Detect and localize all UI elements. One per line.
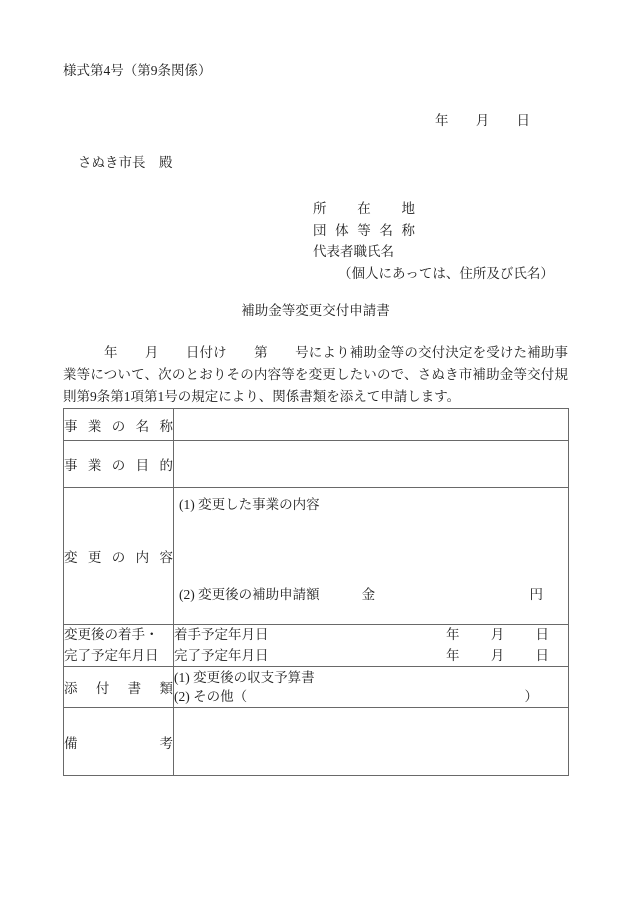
form-number: 様式第4号（第9条関係） [63,63,212,78]
amount-line [179,583,560,603]
location-label: 所 在 地 [313,201,415,216]
amount-unit: 円 [529,587,543,602]
end-date-line [174,646,568,667]
addressee: さぬき市長 殿 [78,155,173,170]
attachment-item-1: (1) 変更後の収支予算書 [174,669,315,685]
attachments-row [64,667,569,708]
change-details-label-cell [64,488,174,625]
attachment-other-label: (2) その他（ [174,689,248,704]
change-details-value-cell [174,488,569,625]
individual-note: （個人にあっては、住所及び氏名） [338,265,554,281]
schedule-label-line1: 変更後の着手・ [64,627,159,642]
project-purpose-label: 事 業 の 目 的 [64,458,173,473]
end-date-label: 完了予定年月日 [174,647,269,663]
changed-project-item: (1) 変更した事業の内容 [179,497,320,512]
project-purpose-value-cell [174,441,569,488]
body-line: 年 月 日付け 第 号により補助金等の交付決定を受けた補助事 [63,345,568,360]
attachments-label-cell [64,667,174,708]
end-day-label: 日 [535,647,549,663]
attachment-item-2 [174,687,568,707]
project-name-value-cell [174,409,569,441]
project-name-label-cell [64,409,174,441]
representative-label: 代表者職氏名 [313,244,394,259]
schedule-row [64,625,569,667]
applicant-organization-row [313,220,568,242]
issue-date-group [435,109,530,129]
project-name-row [64,409,569,441]
end-year-label: 年 [446,647,460,663]
attachment-other-close-paren: ） [524,689,538,704]
attachments-label: 添 付 書 類 [64,681,173,696]
start-year-label: 年 [446,627,460,642]
change-details-label: 変 更 の 内 容 [64,550,173,565]
amount-prefix: 金 [361,587,376,602]
organization-label: 団 体 等 名 称 [313,222,415,238]
project-purpose-label-cell [64,441,174,488]
change-details-row [64,488,569,625]
change-details-content [174,488,568,623]
document-title: 補助金等変更交付申請書 [241,303,390,318]
application-table [63,408,569,776]
issue-date-line [63,109,568,129]
remarks-row [64,708,569,776]
schedule-label-cell [64,625,174,667]
end-date-ymd [446,646,549,667]
remarks-value-cell [174,708,569,776]
body-line: 則第9条第1項第1号の規定により、関係書類を添えて申請します。 [63,389,461,404]
issue-date-year-label: 年 [435,113,449,128]
remarks-label: 備 考 [64,735,173,751]
start-date-line [174,625,568,646]
schedule-value-cell [174,625,569,667]
start-day-label: 日 [535,627,549,642]
amount-item-label: (2) 変更後の補助申請額 [179,587,320,602]
attachments-value-cell [174,667,569,708]
start-date-ymd [446,625,549,646]
project-name-label: 事 業 の 名 称 [64,418,173,434]
issue-date-day-label: 日 [516,113,530,128]
start-date-label: 着手予定年月日 [174,627,269,642]
remarks-label-cell [64,708,174,776]
project-purpose-row [64,441,569,488]
applicant-block [313,198,568,284]
start-month-label: 月 [490,627,505,642]
body-line: 業等について、次のとおりその内容等を変更したいので、さぬき市補助金等交付規 [63,367,568,382]
applicant-location-row [313,198,568,220]
end-month-label: 月 [490,647,505,663]
issue-date-month-label: 月 [475,113,490,128]
schedule-label-line2: 完了予定年月日 [64,647,159,663]
body-paragraph [63,342,568,408]
